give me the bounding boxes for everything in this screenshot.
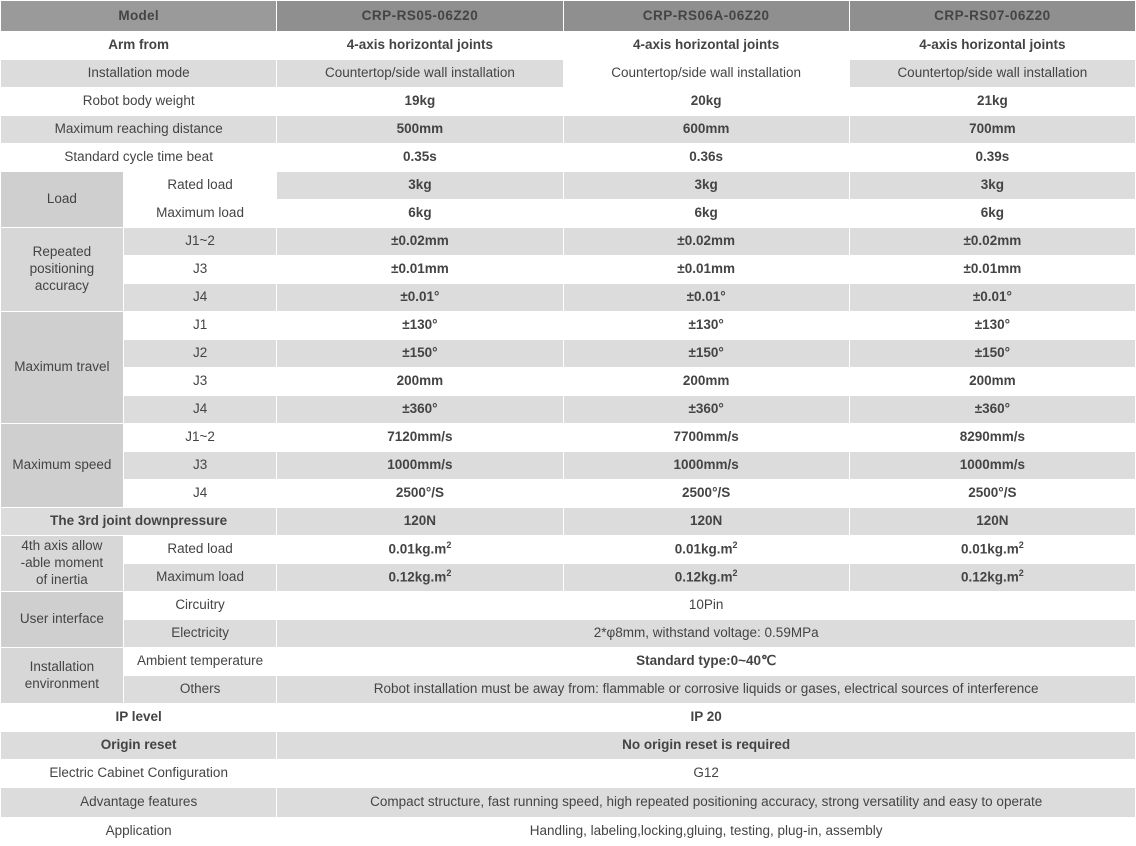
group-label-fourth-axis-inertia xyxy=(1,536,124,592)
cell-installation-mode-3: Countertop/side wall installation xyxy=(849,60,1135,88)
cell-rpa-j3-3: ±0.01mm xyxy=(849,256,1135,284)
table-row xyxy=(1,228,1136,256)
group-label-maximum-speed: Maximum speed xyxy=(1,424,124,508)
inertia-rated-exponent: 2 xyxy=(446,540,452,551)
cell-travel-j3-3: 200mm xyxy=(849,368,1135,396)
cell-third-joint-downpressure-1: 120N xyxy=(277,508,563,536)
cell-rpa-j4-3: ±0.01° xyxy=(849,284,1135,312)
table-row xyxy=(1,88,1136,116)
row-label-travel-j4: J4 xyxy=(123,396,277,424)
table-row xyxy=(1,368,1136,396)
cell-robot-body-weight-3: 21kg xyxy=(849,88,1135,116)
cell-travel-j4-3: ±360° xyxy=(849,396,1135,424)
cell-rpa-j12-3: ±0.02mm xyxy=(849,228,1135,256)
cell-travel-j1-2: ±130° xyxy=(563,312,849,340)
table-row xyxy=(1,648,1136,676)
inertia-line-1: 4th axis allow xyxy=(21,538,103,554)
cell-inertia-rated-1 xyxy=(277,536,563,564)
header-model-2: CRP-RS06A-06Z20 xyxy=(563,1,849,32)
inertia-max-exponent: 2 xyxy=(1018,568,1024,579)
table-row xyxy=(1,564,1136,592)
cell-application: Handling, labeling,locking,gluing, testing, plug-in, assembly xyxy=(277,818,1136,846)
cell-inertia-max-1 xyxy=(277,564,563,592)
cell-speed-j12-3: 8290mm/s xyxy=(849,424,1135,452)
cell-ui-circuitry: 10Pin xyxy=(277,592,1136,620)
table-row xyxy=(1,452,1136,480)
cell-robot-body-weight-1: 19kg xyxy=(277,88,563,116)
inertia-max-exponent: 2 xyxy=(446,568,452,579)
row-label-inertia-max: Maximum load xyxy=(123,564,277,592)
cell-third-joint-downpressure-2: 120N xyxy=(563,508,849,536)
cell-env-others: Robot installation must be away from: flammable or corrosive liquids or gases, electrical sources of interference xyxy=(277,676,1136,704)
cell-speed-j4-2: 2500°/S xyxy=(563,480,849,508)
inertia-rated-exponent: 2 xyxy=(732,540,738,551)
row-label-load-rated: Rated load xyxy=(123,172,277,200)
table-row xyxy=(1,144,1136,172)
cell-travel-j1-3: ±130° xyxy=(849,312,1135,340)
row-label-travel-j2: J2 xyxy=(123,340,277,368)
row-label-advantage-features: Advantage features xyxy=(1,788,277,818)
cell-robot-body-weight-2: 20kg xyxy=(563,88,849,116)
row-label-env-others: Others xyxy=(123,676,277,704)
header-model-1: CRP-RS05-06Z20 xyxy=(277,1,563,32)
cell-speed-j4-3: 2500°/S xyxy=(849,480,1135,508)
cell-rpa-j12-2: ±0.02mm xyxy=(563,228,849,256)
cell-max-reaching-distance-3: 700mm xyxy=(849,116,1135,144)
cell-speed-j4-1: 2500°/S xyxy=(277,480,563,508)
table-row xyxy=(1,200,1136,228)
cell-travel-j1-1: ±130° xyxy=(277,312,563,340)
row-label-load-max: Maximum load xyxy=(123,200,277,228)
row-label-speed-j4: J4 xyxy=(123,480,277,508)
row-label-ip-level: IP level xyxy=(1,704,277,732)
table-row xyxy=(1,788,1136,818)
cell-max-reaching-distance-1: 500mm xyxy=(277,116,563,144)
row-label-ui-circuitry: Circuitry xyxy=(123,592,277,620)
row-label-electric-cabinet-configuration: Electric Cabinet Configuration xyxy=(1,760,277,788)
cell-travel-j2-3: ±150° xyxy=(849,340,1135,368)
cell-travel-j2-1: ±150° xyxy=(277,340,563,368)
row-label-env-ambient-temp: Ambient temperature xyxy=(123,648,277,676)
header-model-3: CRP-RS07-06Z20 xyxy=(849,1,1135,32)
inertia-max-value: 0.12kg.m xyxy=(388,569,447,585)
cell-rpa-j4-1: ±0.01° xyxy=(277,284,563,312)
table-row xyxy=(1,312,1136,340)
cell-inertia-rated-2 xyxy=(563,536,849,564)
row-label-max-reaching-distance: Maximum reaching distance xyxy=(1,116,277,144)
cell-ip-level: IP 20 xyxy=(277,704,1136,732)
inertia-rated-value: 0.01kg.m xyxy=(674,541,733,557)
table-row xyxy=(1,396,1136,424)
cell-load-max-2: 6kg xyxy=(563,200,849,228)
table-row xyxy=(1,60,1136,88)
cell-load-rated-2: 3kg xyxy=(563,172,849,200)
group-label-installation-environment: Installation environment xyxy=(1,648,124,704)
cell-installation-mode-2: Countertop/side wall installation xyxy=(563,60,849,88)
cell-arm-from-2: 4-axis horizontal joints xyxy=(563,32,849,60)
cell-load-rated-1: 3kg xyxy=(277,172,563,200)
cell-travel-j4-2: ±360° xyxy=(563,396,849,424)
table-row xyxy=(1,340,1136,368)
cell-rpa-j3-1: ±0.01mm xyxy=(277,256,563,284)
table-row xyxy=(1,592,1136,620)
row-label-travel-j1: J1 xyxy=(123,312,277,340)
cell-travel-j3-2: 200mm xyxy=(563,368,849,396)
row-label-arm-from: Arm from xyxy=(1,32,277,60)
table-row xyxy=(1,116,1136,144)
cell-speed-j3-1: 1000mm/s xyxy=(277,452,563,480)
cell-standard-cycle-time-3: 0.39s xyxy=(849,144,1135,172)
group-label-user-interface: User interface xyxy=(1,592,124,648)
table-row xyxy=(1,536,1136,564)
cell-arm-from-1: 4-axis horizontal joints xyxy=(277,32,563,60)
cell-max-reaching-distance-2: 600mm xyxy=(563,116,849,144)
table-row xyxy=(1,256,1136,284)
cell-load-max-3: 6kg xyxy=(849,200,1135,228)
cell-rpa-j12-1: ±0.02mm xyxy=(277,228,563,256)
table-header-row xyxy=(1,1,1136,32)
row-label-inertia-rated: Rated load xyxy=(123,536,277,564)
cell-electric-cabinet-configuration: G12 xyxy=(277,760,1136,788)
table-row xyxy=(1,676,1136,704)
row-label-travel-j3: J3 xyxy=(123,368,277,396)
cell-ui-electricity: 2*φ8mm, withstand voltage: 0.59MPa xyxy=(277,620,1136,648)
group-label-maximum-travel: Maximum travel xyxy=(1,312,124,424)
table-row xyxy=(1,424,1136,452)
cell-speed-j3-3: 1000mm/s xyxy=(849,452,1135,480)
inertia-rated-value: 0.01kg.m xyxy=(960,541,1019,557)
table-row xyxy=(1,704,1136,732)
cell-travel-j2-2: ±150° xyxy=(563,340,849,368)
row-label-robot-body-weight: Robot body weight xyxy=(1,88,277,116)
row-label-rpa-j12: J1~2 xyxy=(123,228,277,256)
row-label-speed-j12: J1~2 xyxy=(123,424,277,452)
group-label-repeated-positioning-accuracy: Repeated positioning accuracy xyxy=(1,228,124,312)
cell-speed-j12-1: 7120mm/s xyxy=(277,424,563,452)
cell-inertia-max-3 xyxy=(849,564,1135,592)
cell-speed-j12-2: 7700mm/s xyxy=(563,424,849,452)
inertia-max-value: 0.12kg.m xyxy=(960,569,1019,585)
cell-env-ambient-temp: Standard type:0~40℃ xyxy=(277,648,1136,676)
table-row xyxy=(1,32,1136,60)
cell-standard-cycle-time-1: 0.35s xyxy=(277,144,563,172)
cell-inertia-rated-3 xyxy=(849,536,1135,564)
table-row xyxy=(1,760,1136,788)
cell-origin-reset: No origin reset is required xyxy=(277,732,1136,760)
row-label-standard-cycle-time: Standard cycle time beat xyxy=(1,144,277,172)
table-row xyxy=(1,620,1136,648)
cell-installation-mode-1: Countertop/side wall installation xyxy=(277,60,563,88)
table-row xyxy=(1,508,1136,536)
row-label-application: Application xyxy=(1,818,277,846)
inertia-rated-exponent: 2 xyxy=(1018,540,1024,551)
cell-load-rated-3: 3kg xyxy=(849,172,1135,200)
row-label-speed-j3: J3 xyxy=(123,452,277,480)
row-label-installation-mode: Installation mode xyxy=(1,60,277,88)
cell-travel-j3-1: 200mm xyxy=(277,368,563,396)
table-row xyxy=(1,732,1136,760)
cell-rpa-j4-2: ±0.01° xyxy=(563,284,849,312)
table-row xyxy=(1,818,1136,846)
cell-travel-j4-1: ±360° xyxy=(277,396,563,424)
cell-arm-from-3: 4-axis horizontal joints xyxy=(849,32,1135,60)
cell-standard-cycle-time-2: 0.36s xyxy=(563,144,849,172)
cell-advantage-features: Compact structure, fast running speed, high repeated positioning accuracy, strong versatility and easy to operate xyxy=(277,788,1136,818)
inertia-max-value: 0.12kg.m xyxy=(674,569,733,585)
table-row xyxy=(1,172,1136,200)
inertia-line-3: of inertia xyxy=(36,571,88,587)
cell-inertia-max-2 xyxy=(563,564,849,592)
inertia-rated-value: 0.01kg.m xyxy=(388,541,447,557)
header-model-label: Model xyxy=(1,1,277,32)
cell-rpa-j3-2: ±0.01mm xyxy=(563,256,849,284)
row-label-ui-electricity: Electricity xyxy=(123,620,277,648)
cell-third-joint-downpressure-3: 120N xyxy=(849,508,1135,536)
cell-load-max-1: 6kg xyxy=(277,200,563,228)
row-label-rpa-j3: J3 xyxy=(123,256,277,284)
group-label-load: Load xyxy=(1,172,124,228)
inertia-max-exponent: 2 xyxy=(732,568,738,579)
inertia-line-2: -able moment xyxy=(20,555,104,571)
cell-speed-j3-2: 1000mm/s xyxy=(563,452,849,480)
table-row xyxy=(1,480,1136,508)
table-row xyxy=(1,284,1136,312)
row-label-origin-reset: Origin reset xyxy=(1,732,277,760)
row-label-third-joint-downpressure: The 3rd joint downpressure xyxy=(1,508,277,536)
row-label-rpa-j4: J4 xyxy=(123,284,277,312)
